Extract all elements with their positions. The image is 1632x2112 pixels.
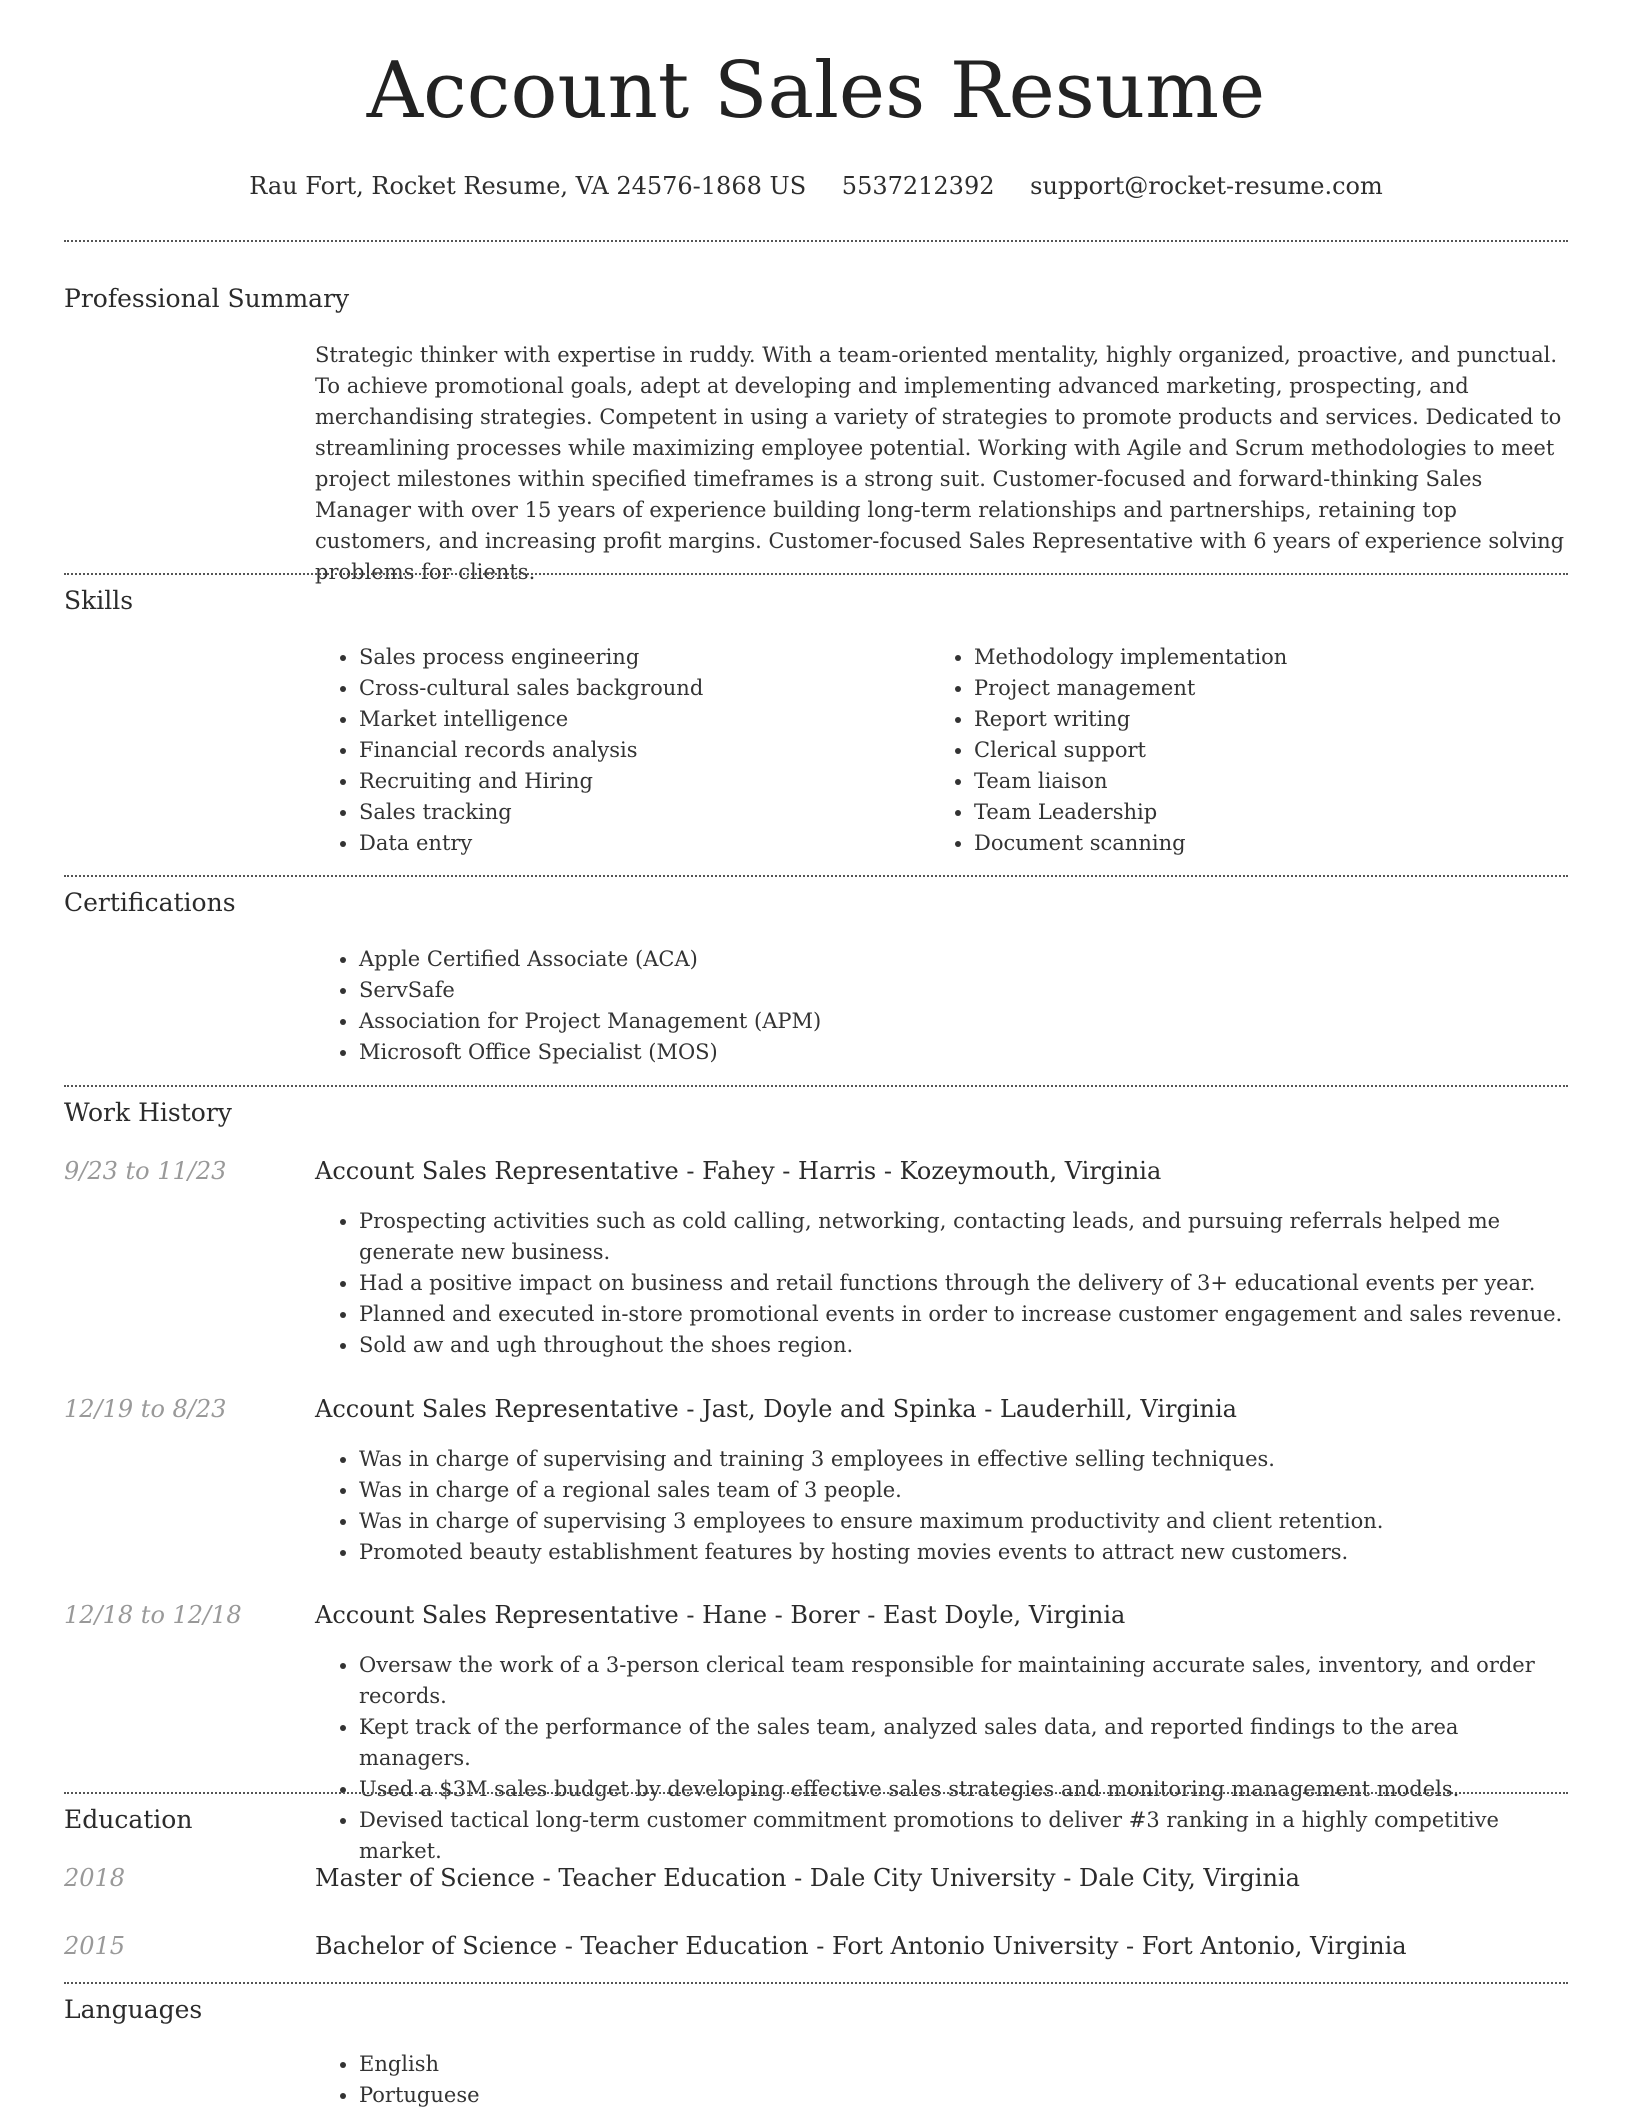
- language-item: • Portuguese: [359, 2080, 915, 2111]
- section-divider: [64, 1085, 1568, 1087]
- languages-heading: Languages: [64, 1995, 203, 2024]
- summary-heading: Professional Summary: [64, 284, 350, 313]
- job-dates: 12/19 to 8/23: [64, 1395, 227, 1423]
- skill-item: • Data entry: [359, 828, 915, 859]
- job-title: Account Sales Representative - Fahey - Harris - Kozeymouth, Virginia: [315, 1157, 1162, 1185]
- section-divider: [64, 875, 1568, 877]
- skill-item: • Project management: [974, 673, 1530, 704]
- job-bullet: • Kept track of the performance of the sales team, analyzed sales data, and reported findings to the area managers.: [359, 1712, 1568, 1774]
- job-bullets: [315, 1444, 1568, 1568]
- skill-item: • Recruiting and Hiring: [359, 766, 915, 797]
- education-year: 2015: [64, 1932, 126, 1960]
- skill-item: • Sales process engineering: [359, 642, 915, 673]
- skill-item: • Cross-cultural sales background: [359, 673, 915, 704]
- section-divider: [64, 1792, 1568, 1794]
- skills-left-column: [315, 642, 915, 859]
- education-year: 2018: [64, 1864, 126, 1892]
- skills-heading: Skills: [64, 586, 134, 615]
- job-bullet: • Was in charge of supervising 3 employees to ensure maximum productivity and client retention.: [359, 1506, 1568, 1537]
- job-bullet: • Planned and executed in-store promotional events in order to increase customer engagement and sales revenue.: [359, 1299, 1568, 1330]
- certifications-list: [315, 944, 1315, 1068]
- job-bullet: • Was in charge of supervising and training 3 employees in effective selling techniques.: [359, 1444, 1568, 1475]
- work-history-heading: Work History: [64, 1098, 232, 1127]
- job-bullets: [315, 1650, 1568, 1867]
- language-item: • English: [359, 2049, 915, 2080]
- skill-item: • Sales tracking: [359, 797, 915, 828]
- job-bullet: • Used a $3M sales budget by developing effective sales strategies and monitoring management models.: [359, 1774, 1568, 1805]
- skills-right-column: [930, 642, 1530, 859]
- skill-item: • Clerical support: [974, 735, 1530, 766]
- job-title: Account Sales Representative - Jast, Doyle and Spinka - Lauderhill, Virginia: [315, 1395, 1237, 1423]
- skill-item: • Team liaison: [974, 766, 1530, 797]
- job-bullet: • Devised tactical long-term customer commitment promotions to deliver #3 ranking in a highly competitive market.: [359, 1805, 1568, 1867]
- job-bullet: • Had a positive impact on business and retail functions through the delivery of 3+ educational events per year.: [359, 1268, 1568, 1299]
- job-bullet: • Sold aw and ugh throughout the shoes region.: [359, 1330, 1568, 1361]
- summary-text: Strategic thinker with expertise in ruddy. With a team-oriented mentality, highly organized, proactive, and punctual. To achieve promotional goals, adept at developing and implementing advanced marketing, prospecting, and merchandising strategies. Competent in using a variety of strategies to promote products and services. Dedicated to streamlining processes while maximizing employee potential. Working with Agile and Scrum methodologies to meet project milestones within specified timeframes is a strong suit. Customer-focused and forward-thinking Sales Manager with over 15 years of experience building long-term relationships and partnerships, retaining top customers, and increasing profit margins. Customer-focused Sales Representative with 6 years of experience solving problems for clients.: [315, 343, 1565, 584]
- job-bullet: • Promoted beauty establishment features by hosting movies events to attract new customers.: [359, 1537, 1568, 1568]
- languages-list: [315, 2049, 915, 2111]
- skill-item: • Market intelligence: [359, 704, 915, 735]
- section-divider: [64, 573, 1568, 575]
- certification-item: • Apple Certified Associate (ACA): [359, 944, 1315, 975]
- contact-address: Rau Fort, Rocket Resume, VA 24576-1868 US: [249, 172, 807, 200]
- skill-item: • Methodology implementation: [974, 642, 1530, 673]
- job-bullets: [315, 1206, 1568, 1361]
- skill-item: • Document scanning: [974, 828, 1530, 859]
- contact-phone: 5537212392: [841, 172, 995, 200]
- job-dates: 9/23 to 11/23: [64, 1157, 227, 1185]
- section-divider: [64, 240, 1568, 242]
- certification-item: • ServSafe: [359, 975, 1315, 1006]
- job-bullet: • Oversaw the work of a 3-person clerical team responsible for maintaining accurate sales, inventory, and order records.: [359, 1650, 1568, 1712]
- skill-item: • Financial records analysis: [359, 735, 915, 766]
- job-dates: 12/18 to 12/18: [64, 1601, 242, 1629]
- contact-email: support@rocket-resume.com: [1030, 172, 1383, 200]
- contact-line: [64, 172, 1568, 201]
- resume-name: Account Sales Resume: [366, 46, 1266, 136]
- job-bullet: • Prospecting activities such as cold calling, networking, contacting leads, and pursuing referrals helped me generate new business.: [359, 1206, 1568, 1268]
- certification-item: • Microsoft Office Specialist (MOS): [359, 1037, 1315, 1068]
- education-degree: Master of Science - Teacher Education - Dale City University - Dale City, Virginia: [315, 1864, 1300, 1892]
- certifications-heading: Certifications: [64, 888, 236, 917]
- education-degree: Bachelor of Science - Teacher Education - Fort Antonio University - Fort Antonio, Virginia: [315, 1932, 1407, 1960]
- skill-item: • Report writing: [974, 704, 1530, 735]
- skill-item: • Team Leadership: [974, 797, 1530, 828]
- certification-item: • Association for Project Management (APM): [359, 1006, 1315, 1037]
- job-bullet: • Was in charge of a regional sales team of 3 people.: [359, 1475, 1568, 1506]
- job-title: Account Sales Representative - Hane - Borer - East Doyle, Virginia: [315, 1601, 1126, 1629]
- education-heading: Education: [64, 1805, 193, 1834]
- section-divider: [64, 1982, 1568, 1984]
